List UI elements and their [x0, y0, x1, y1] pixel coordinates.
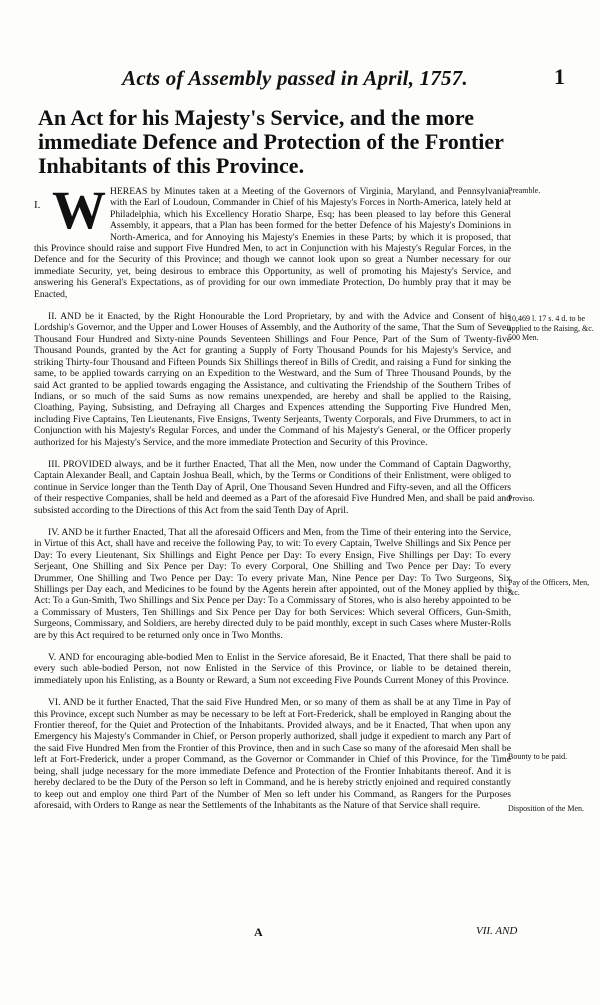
margin-note-raising: 10,469 l. 17 s. 4 d. to be applied to the Raising, &c. 500 Men.: [508, 314, 594, 342]
section-2: II. AND be it Enacted, by the Right Honourable the Lord Proprietary, by and with the Advice and Consent of his Lordship's Governor, and the Upper and Lower Houses of Assembly, and the Authority of the same, That the Sum of Seven Thousand Four Hundred and Sixty-nine Pounds Seventeen Shillings and Four Pence, Part of the Sum of Twenty-five Thousand Pounds, granted by the Act for granting a Supply of Forty Thousand Pounds for his Majesty's Service, and striking Thirty-four Thousand and Fifteen Pounds Six Shillings thereof in Bills of Credit, and raising a Fund for sinking the same, to be applied towards carrying on an Expedition to the Westward, and the Sum of Three Thousand Pounds, by the said Act granted to be applied towards engaging the Assistance, and cultivating the Friendship of the Southern Tribes of Indians, or so much of the said Sums as now remains unexpended, are hereby and shall be applied to the Raising, Cloathing, Paying, Subsisting, and Defraying all Charges and Expences attending the Supporting Five Hundred Men, including Five Captains, Ten Lieutenants, Five Ensigns, Twenty Serjeants, Twenty Corporals, and Five Drummers, to act in Conjunction with his Majesty's Regular Forces, and under the Command of his Majesty's General, or the Officer properly authorized for his Majesty's Service, and the more immediate Protection and Security of this Province.: [34, 311, 511, 448]
section-5: V. AND for encouraging able-bodied Men to Enlist in the Service aforesaid, Be it Enacted, That there shall be paid to every such able-bodied Person, not now Enlisted in the Service of this Province, or liable to be detained therein, immediately upon his Enlisting, as a Bounty or Reward, a Sum not exceeding Five Pounds Current Money of this Province.: [34, 652, 511, 686]
act-title: An Act for his Majesty's Service, and the more immediate Defence and Protection of the Frontier Inhabitants of this Province.: [38, 105, 504, 178]
margin-note-bounty: Bounty to be paid.: [508, 752, 568, 761]
margin-note-proviso: Proviso.: [508, 494, 535, 503]
act-body: [34, 180, 511, 822]
drop-cap: W: [52, 180, 106, 240]
section-1: [34, 180, 511, 300]
signature-mark: A: [254, 925, 263, 939]
section-number: I.: [34, 199, 41, 211]
section-3: III. PROVIDED always, and be it further Enacted, That all the Men, now under the Command of Captain Dagworthy, Captain Alexander Beall, and Captain Joshua Beall, which, by the Terms or Conditions of their Enlistment, were obliged to continue in Service longer than the Tenth Day of April, One Thousand Seven Hundred and Fifty-seven, and all the Officers of their respective Companies, shall be held and deemed as a Part of the aforesaid Five Hundred Men, and shall be paid and subsisted according to the Directions of this Act from the said Tenth Day of April.: [34, 458, 511, 516]
page-number: 1: [554, 64, 565, 89]
section-text: HEREAS by Minutes taken at a Meeting of the Governors of Virginia, Maryland, and Pennsylvania, with the Earl of Loudoun, Commander in Chief of his Majesty's Forces in North-America, lately held at Philadelphia, which his Excellency Horatio Sharpe, Esq; has been pleased to lay before this General Assembly, it appears, that a Plan has been formed for the better Defence of his Majesty's Dominions in North-America, and for Annoying his Majesty's Enemies in these Parts; by which it is proposed, that this Province should raise and support Five Hundred Men, to act in Conjunction with his Majesty's Regular Forces, in the Defence and for the Security of this Province; and though we cannot look upon so great a Number necessary for our immediate Security, yet, being desirous to embrace this Opportunity, as well of promoting his Majesty's Service, and answering his General's Expectations, as of providing for our own immediate Protection, Do humbly pray that it may be Enacted,: [34, 186, 511, 300]
section-6: VI. AND be it further Enacted, That the said Five Hundred Men, or so many of them as shall be at any Time in Pay of this Province, except such Number as may be necessary to be left at Fort-Frederick, shall be employed in Ranging about the Frontier thereof, for the Quiet and Protection of the Inhabitants. Provided always, and be it Enacted, That when upon any Emergency his Majesty's Commander in Chief, or Person properly authorized, shall judge it expedient to march any Part of the said Five Hundred Men from the Frontier of this Province, then and in such Case so many of the aforesaid Men shall be left at Fort-Frederick, under a proper Command, as the Governor or Commander in Chief of this Province, for the Time being, shall judge necessary for the more immediate Defence and Protection of the Frontier Inhabitants thereof. And it is hereby declared to be the Duty of the Person so left in Command, and he is hereby strictly enjoined and required constantly to keep out and employ one third Part of the Number of Men so left under his Command, as Rangers for the Purposes aforesaid, with Orders to Range as near the Settlements of the Inhabitants as the Nature of that Service shall require.: [34, 697, 511, 811]
section-4: IV. AND be it further Enacted, That all the aforesaid Officers and Men, from the Time of their entering into the Service, in Virtue of this Act, shall have and receive the following Pay, to wit: To every Captain, Twelve Shillings and Six Pence per Day: To every Lieutenant, Six Shillings and Eight Pence per Day: To every Ensign, Five Shillings per Day: To every Serjeant, One Shilling and Six Pence per Day: To every Corporal, One Shilling and Two Pence per Day: To every Drummer, One Shilling and Two Pence per Day: To every private Man, Nine Pence per Day: To Two Surgeons, Six Shillings per Day each, and Medicines to be found by the Agents herein after appointed, out of the Money applied by this Act: To a Gun-Smith, Two Shillings and Six Pence per Day: To a Commissary of Stores, who is also hereby appointed to be a Commissary of Musters, Ten Shillings and Six Pence per Day for both Services: Which several Officers, Gun-Smith, Surgeons, Commissary, and Soldiers, are hereby directed duly to be paid monthly, except in such Cases where Muster-Rolls are by this Act required to be returned only once in Two Months.: [34, 526, 511, 641]
catchword: VII. AND: [476, 925, 518, 937]
margin-note-preamble: Preamble.: [508, 186, 541, 195]
margin-note-disposition: Disposition of the Men.: [508, 804, 584, 813]
running-title: Acts of Assembly passed in April, 1757.: [122, 66, 468, 90]
margin-note-pay: Pay of the Officers, Men, &c.: [508, 578, 590, 597]
